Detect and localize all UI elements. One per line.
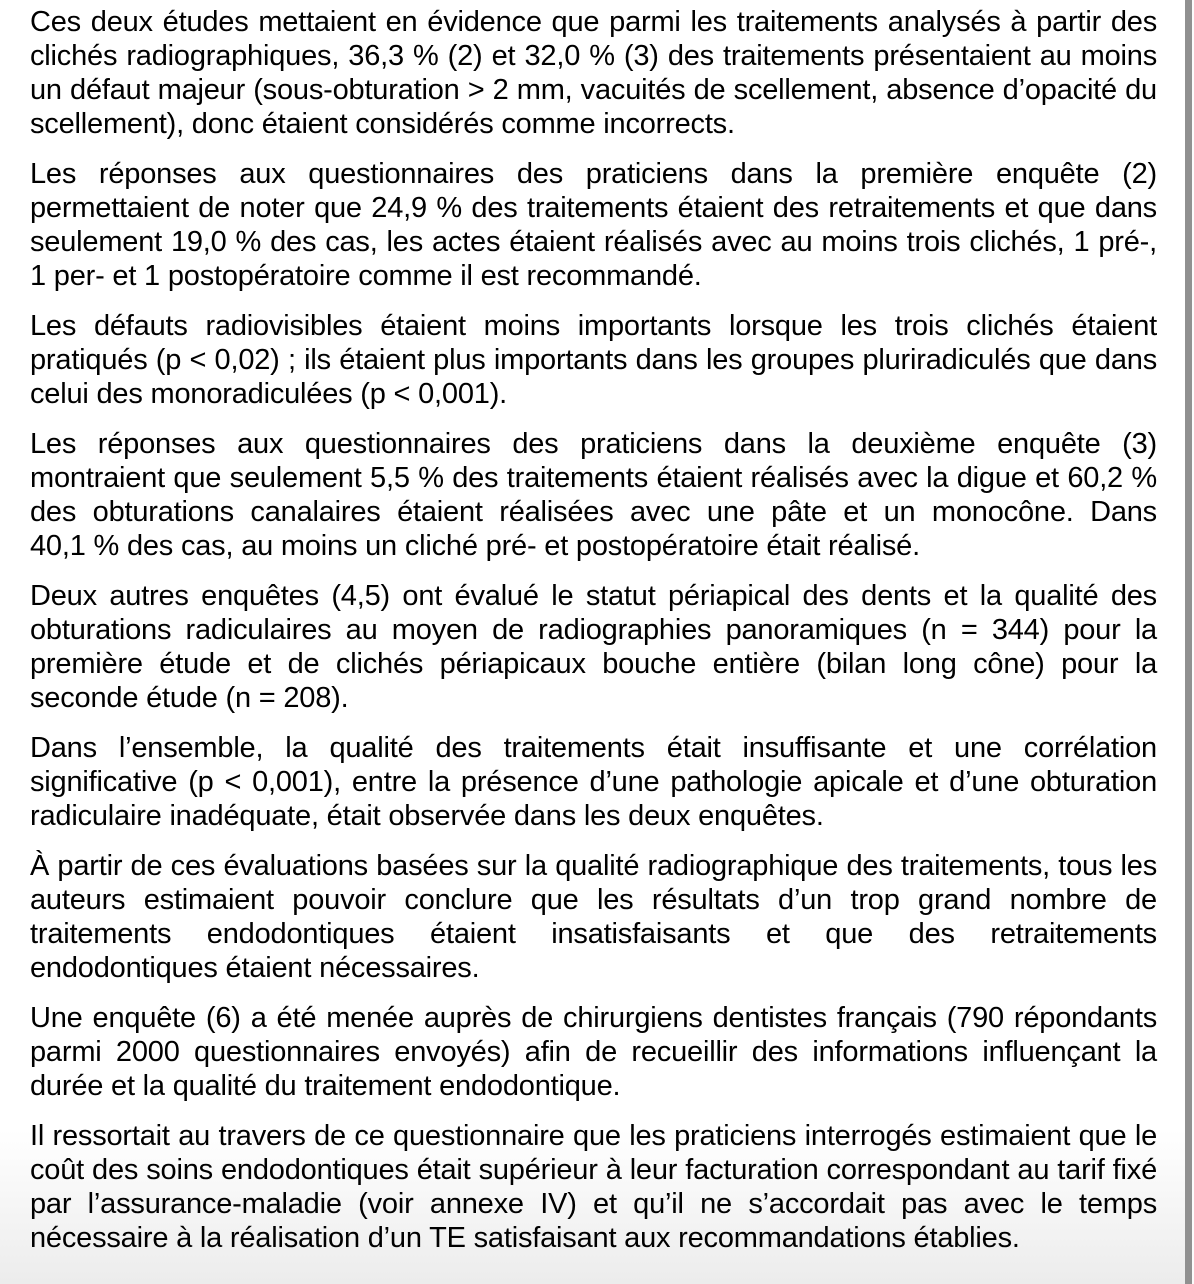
paragraph-9: Il ressortait au travers de ce questionnaire que les praticiens interrogés estimaient que le coût des soins endodontiques était supérieur à leur facturation correspondant au tarif fixé par l’assurance-maladie (voir annexe IV) et qu’il ne s’accordait pas avec le temps nécessaire à la réalisation d’un TE satisfaisant aux recommandations établies. [30, 1120, 1157, 1254]
text-column [30, 5, 1157, 1271]
paragraph-6: Dans l’ensemble, la qualité des traitements était insuffisante et une corrélation significative (p < 0,001), entre la présence d’une pathologie apicale et d’une obturation radiculaire inadéquate, était observée dans les deux enquêtes. [30, 732, 1157, 832]
paragraph-2: Les réponses aux questionnaires des praticiens dans la première enquête (2) permettaient de noter que 24,9 % des traitements étaient des retraitements et que dans seulement 19,0 % des cas, les actes étaient réalisés avec au moins trois clichés, 1 pré-, 1 per- et 1 postopératoire comme il est recommandé. [30, 158, 1157, 292]
page-edge-bar [1185, 0, 1192, 1284]
paragraph-5: Deux autres enquêtes (4,5) ont évalué le statut périapical des dents et la qualité des obturations radiculaires au moyen de radiographies panoramiques (n = 344) pour la première étude et de clichés périapicaux bouche entière (bilan long cône) pour la seconde étude (n = 208). [30, 580, 1157, 714]
paragraph-1: Ces deux études mettaient en évidence que parmi les traitements analysés à partir des clichés radiographiques, 36,3 % (2) et 32,0 % (3) des traitements présentaient au moins un défaut majeur (sous-obturation > 2 mm, vacuités de scellement, absence d’opacité du scellement), donc étaient considérés comme incorrects. [30, 6, 1157, 140]
paragraph-4: Les réponses aux questionnaires des praticiens dans la deuxième enquête (3) montraient que seulement 5,5 % des traitements étaient réalisés avec la digue et 60,2 % des obturations canalaires étaient réalisées avec une pâte et un monocône. Dans 40,1 % des cas, au moins un cliché pré- et postopératoire était réalisé. [30, 428, 1157, 562]
paragraph-8: Une enquête (6) a été menée auprès de chirurgiens dentistes français (790 répondants parmi 2000 questionnaires envoyés) afin de recueillir des informations influençant la durée et la qualité du traitement endodontique. [30, 1002, 1157, 1102]
paragraph-3: Les défauts radiovisibles étaient moins importants lorsque les trois clichés étaient pratiqués (p < 0,02) ; ils étaient plus importants dans les groupes pluriradiculés que dans celui des monoradiculées (p < 0,001). [30, 310, 1157, 410]
paragraph-7: À partir de ces évaluations basées sur la qualité radiographique des traitements, tous les auteurs estimaient pouvoir conclure que les résultats d’un trop grand nombre de traitements endodontiques étaient insatisfaisants et que des retraitements endodontiques étaient nécessaires. [30, 850, 1157, 984]
